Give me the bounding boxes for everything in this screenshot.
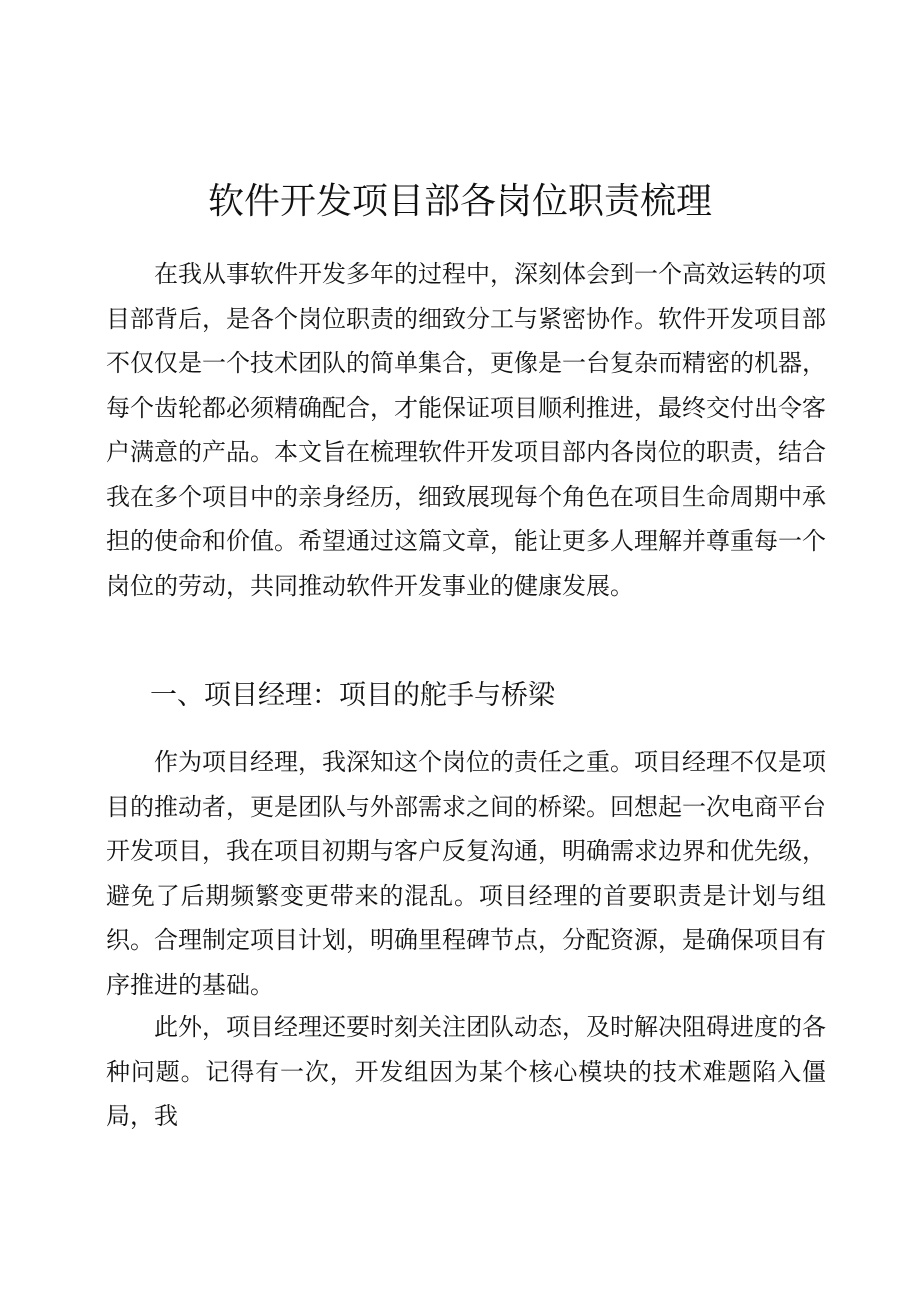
section-heading-project-manager: 一、项目经理：项目的舵手与桥梁 [150,680,555,711]
document-title: 软件开发项目部各岗位职责梳理 [207,181,712,222]
section-paragraph: 此外，项目经理还要时刻关注团队动态，及时解决阻碍进度的各种问题。记得有一次，开发组因为某个核心模块的技术难题陷入僵局，我 [106,1013,826,1130]
intro-paragraph: 在我从事软件开发多年的过程中，深刻体会到一个高效运转的项目部背后，是各个岗位职责的细致分工与紧密协作。软件开发项目部不仅仅是一个技术团队的简单集合，更像是一台复杂而精密的机器，每个齿轮都必须精确配合，才能保证项目顺利推进，最终交付出令客户满意的产品。本文旨在梳理软件开发项目部内各岗位的职责，结合我在多个项目中的亲身经历，细致展现每个角色在项目生命周期中承担的使命和价值。希望通过这篇文章，能让更多人理解并尊重每一个岗位的劳动，共同推动软件开发事业的健康发展。 [106,260,826,600]
section-paragraph: 作为项目经理，我深知这个岗位的责任之重。项目经理不仅是项目的推动者，更是团队与外部需求之间的桥梁。回想起一次电商平台开发项目，我在项目初期与客户反复沟通，明确需求边界和优先级，避免了后期频繁变更带来的混乱。项目经理的首要职责是计划与组织。合理制定项目计划，明确里程碑节点，分配资源，是确保项目有序推进的基础。 [106,748,826,999]
